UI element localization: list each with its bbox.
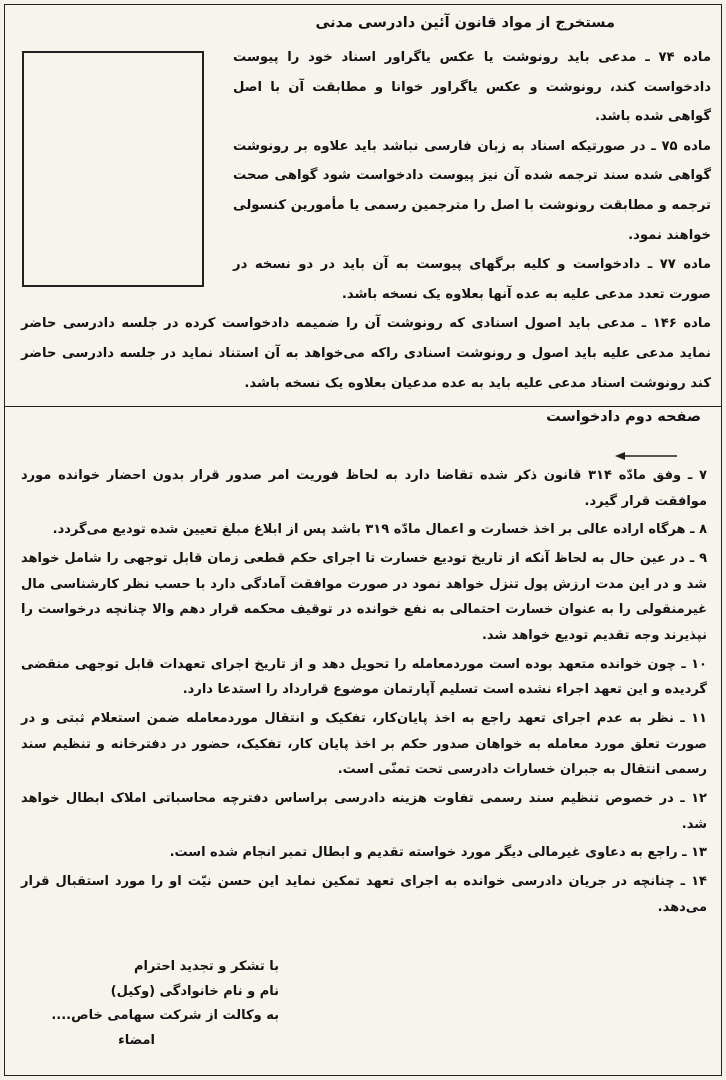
item-12: ۱۲ ـ در خصوص تنظیم سند رسمی تفاوت هزینه دادرسی براساس دفترچه محاسباتی املاک ابطال خواهد شد. [21, 791, 707, 832]
law-extract-box [5, 5, 721, 407]
item-11: ۱۱ ـ نظر به عدم اجرای تعهد راجع به اخذ پایان‌کار، تفکیک و انتقال موردمعامله ضمن استعلام ثبتی و در صورت تعلق مورد معامله به خواهان صدور حکم بر اخذ پایان کار، تفکیک، حضور در دفترخانه و تنظیم سند رسمی انتقال به جبران خسارات دادرسی تحت تمنّی است. [21, 711, 707, 778]
item-9: ۹ ـ در عین حال به لحاظ آنکه از تاریخ تودیع خسارت تا اجرای حکم قطعی زمان قابل توجهی را شامل خواهد شد و در این مدت ارزش پول تنزل خواهد نمود در صورت موافقت آمادگی دارد با حسب نظر کارشناسی مال غیرمنقولی را به عنوان خسارت احتمالی به نفع خوانده در توقیف محکمه قرار دهم والا چنانچه درخواست را نپذیرند وجه تقدیم تودیع خواهد شد. [21, 551, 707, 643]
petition-page [4, 4, 722, 1076]
item-8: ۸ ـ هرگاه اراده عالی بر اخذ خسارت و اعمال مادّه ۳۱۹ باشد پس از ابلاغ مبلغ تعیین شده تودیع می‌گردد. [52, 522, 707, 538]
item-13: ۱۳ ـ راجع به دعاوی غیرمالی دیگر مورد خواسته تقدیم و ابطال تمبر انجام شده است. [169, 845, 707, 861]
article-74: ماده ۷۴ ـ مدعی باید رونوشت یا عکس یاگراور اسناد خود را پیوست دادخواست کند، رونوشت و عکس یاگراور خوانا و مطابقت آن با اصل گواهی شده باشد. [233, 50, 712, 125]
lawyer-name-line: نام و نام خانوادگی (وکیل) [110, 983, 279, 999]
petition-items [21, 463, 707, 924]
article-77: ماده ۷۷ ـ دادخواست و کلیه برگهای پیوست به آن باید در دو نسخه در صورت تعدد مدعی علیه به عده آنها بعلاوه یک نسخه باشد. [233, 257, 711, 302]
on-behalf-line: به وکالت از شرکت سهامی خاص.... [51, 1008, 279, 1023]
item-10: ۱۰ ـ چون خوانده متعهد بوده است موردمعامله را تحویل دهد و از تاریخ اجرای تعهدات قابل توجهی منقضی گردیده و این تعهد اجراء نشده است تسلیم آپارتمان موضوع قرارداد را استدعا دارد. [21, 656, 707, 698]
arrow-left-icon [615, 450, 679, 462]
article-75: ماده ۷۵ ـ در صورتیکه اسناد به زبان فارسی نباشد باید علاوه بر رونوشت گواهی شده سند ترجمه شده آن نیز پیوست دادخواست شود گواهی صحت ترجمه و مطابقت رونوشت با اصل را مترجمین رسمی یا مأمورین کنسولی خواهند نمود. [233, 138, 711, 243]
extract-title: مستخرج از مواد قانون آئین دادرسی مدنی [315, 15, 615, 31]
second-page-title: صفحه دوم دادخواست [546, 409, 701, 425]
article-146: ماده ۱۴۶ ـ مدعی باید اصول اسنادی که رونوشت آن را ضمیمه دادخواست کرده در جلسه دادرسی حاضر نماید مدعی علیه باید اصول و رونوشت اسنادی راکه می‌خواهد به آن استناد نماید در جلسه دادرسی حاضر کند رونوشت اسناد مدعی علیه باید به عده مدعیان بعلاوه یک نسخه باشد. [21, 316, 712, 391]
articles-list [21, 43, 711, 398]
closing-block [19, 955, 279, 1053]
item-14: ۱۴ ـ چنانچه در جریان دادرسی خوانده به اجرای تعهد تمکین نماید این حسن نیّت او را مورد استقبال قرار می‌دهد. [21, 874, 707, 915]
closing-regards: با تشکر و تجدید احترام [133, 959, 279, 974]
item-7: ۷ ـ وفق مادّه ۳۱۴ قانون ذکر شده تقاضا دارد به لحاظ فوریت امر صدور قرار بدون احضار خوانده مورد موافقت قرار گیرد. [21, 468, 707, 509]
signature-label: امضاء [118, 1032, 155, 1048]
